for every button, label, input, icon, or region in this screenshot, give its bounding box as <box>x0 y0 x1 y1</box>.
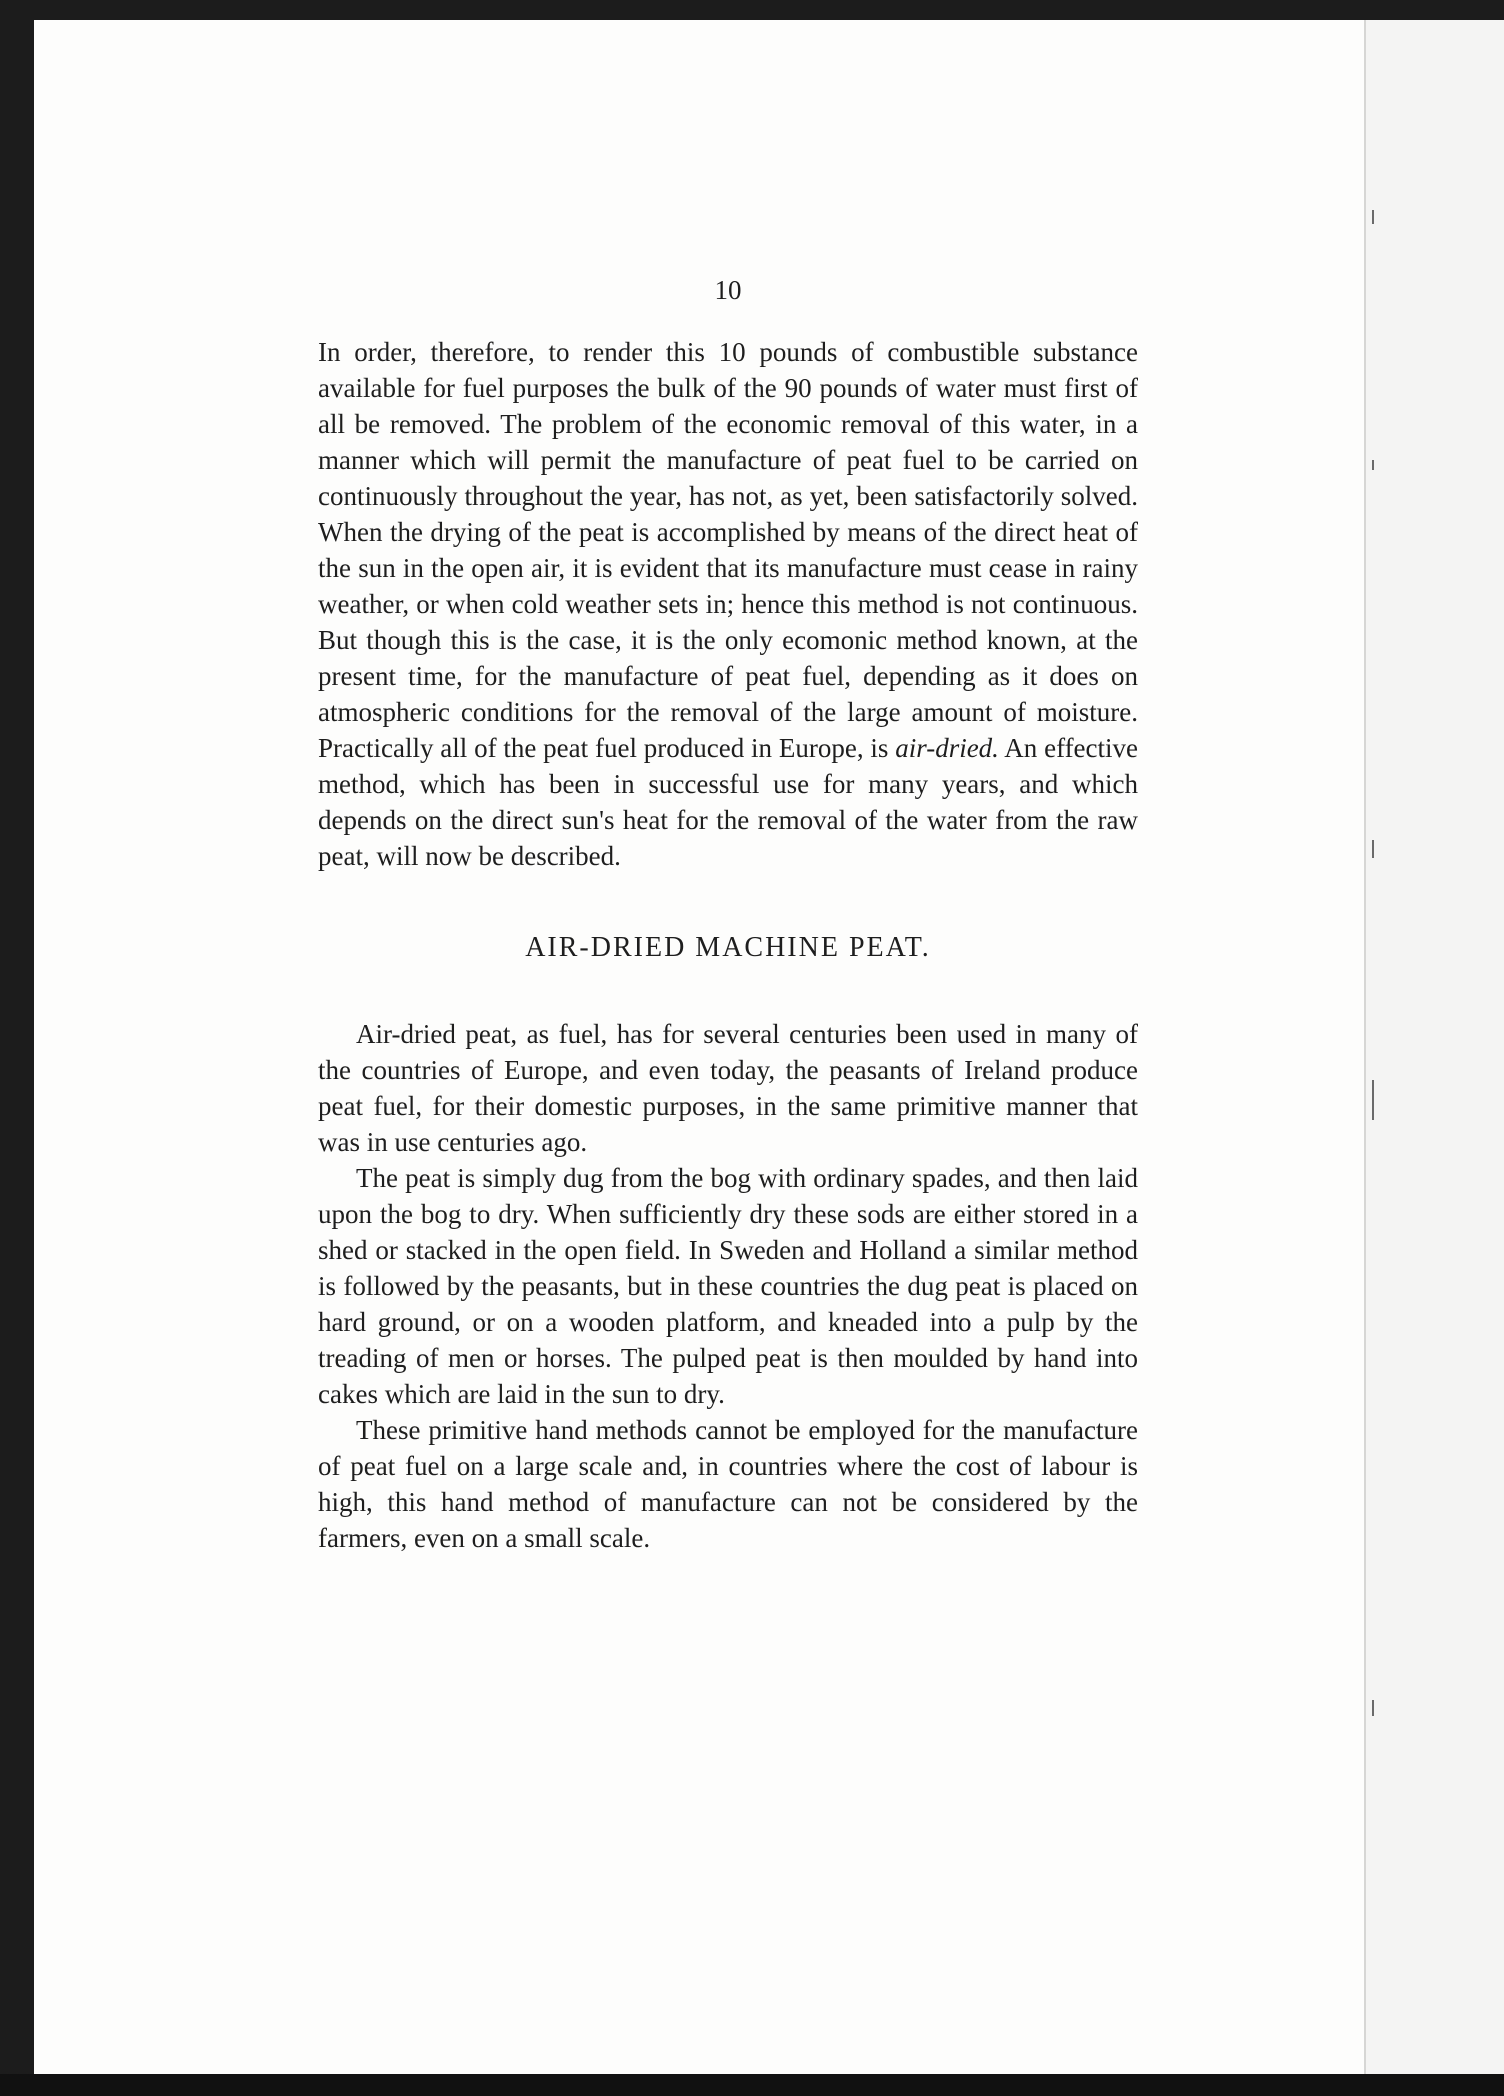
page-edge-mark <box>1372 460 1374 470</box>
page-text-block <box>318 272 1138 1556</box>
body-paragraph: The peat is simply dug from the bog with ordinary spades, and then laid upon the bog to dry. When sufficiently dry these sods are either stored in a shed or stacked in the open field. In Sweden and Holland a similar method is followed by the peasants, but in these countries the dug peat is placed on hard ground, or on a wooden platform, and kneaded into a pulp by the treading of men or horses. The pulped peat is then moulded by hand into cakes which are laid in the sun to dry. <box>318 1163 1138 1409</box>
page-edge-mark <box>1372 840 1374 858</box>
body-paragraph: Air-dried peat, as fuel, has for several centuries been used in many of the countries of Europe, and even today, the peasants of Ireland produce peat fuel, for their domestic purposes, in the same primitive manner that was in use centuries ago. <box>318 1019 1138 1157</box>
section-heading: AIR-DRIED MACHINE PEAT. <box>525 932 931 963</box>
intro-paragraph <box>318 334 1138 874</box>
emphasis-air-dried: air-dried. <box>895 733 999 763</box>
body-paragraph: These primitive hand methods cannot be employed for the manufacture of peat fuel on a large scale and, in countries where the cost of labour is high, this hand method of manufacture can not be considered by the farmers, even on a small scale. <box>318 1415 1138 1553</box>
scan-bottom-border <box>0 2074 1504 2096</box>
intro-paragraph-text: In order, therefore, to render this 10 pounds of combustible substance available for fuel purposes the bulk of the 90 pounds of water must first of all be removed. The problem of the economic removal of this water, in a manner which will permit the manufacture of peat fuel to be carried on continuously throughout the year, has not, as yet, been satisfactorily solved. When the drying of the peat is accomplished by means of the direct heat of the sun in the open air, it is evident that its manufacture must cease in rainy weather, or when cold weather sets in; hence this method is not continuous. But though this is the case, it is the only ecomonic method known, at the present time, for the manufacture of peat fuel, depending as it does on atmospheric conditions for the removal of the large amount of moisture. Practically all of the peat fuel produced in Europe, is <box>318 337 1138 763</box>
page-number: 10 <box>714 275 742 305</box>
page-edge-mark <box>1372 210 1374 224</box>
adjacent-page-edge <box>1364 20 1504 2080</box>
intro-paragraph-text-continued: An effective method, which has been in successful use for many years, and which depends on the direct sun's heat for the removal of the water from the raw peat, will now be described. <box>318 733 1139 871</box>
page-edge-mark <box>1372 1700 1374 1716</box>
page-edge-mark <box>1372 1080 1374 1120</box>
